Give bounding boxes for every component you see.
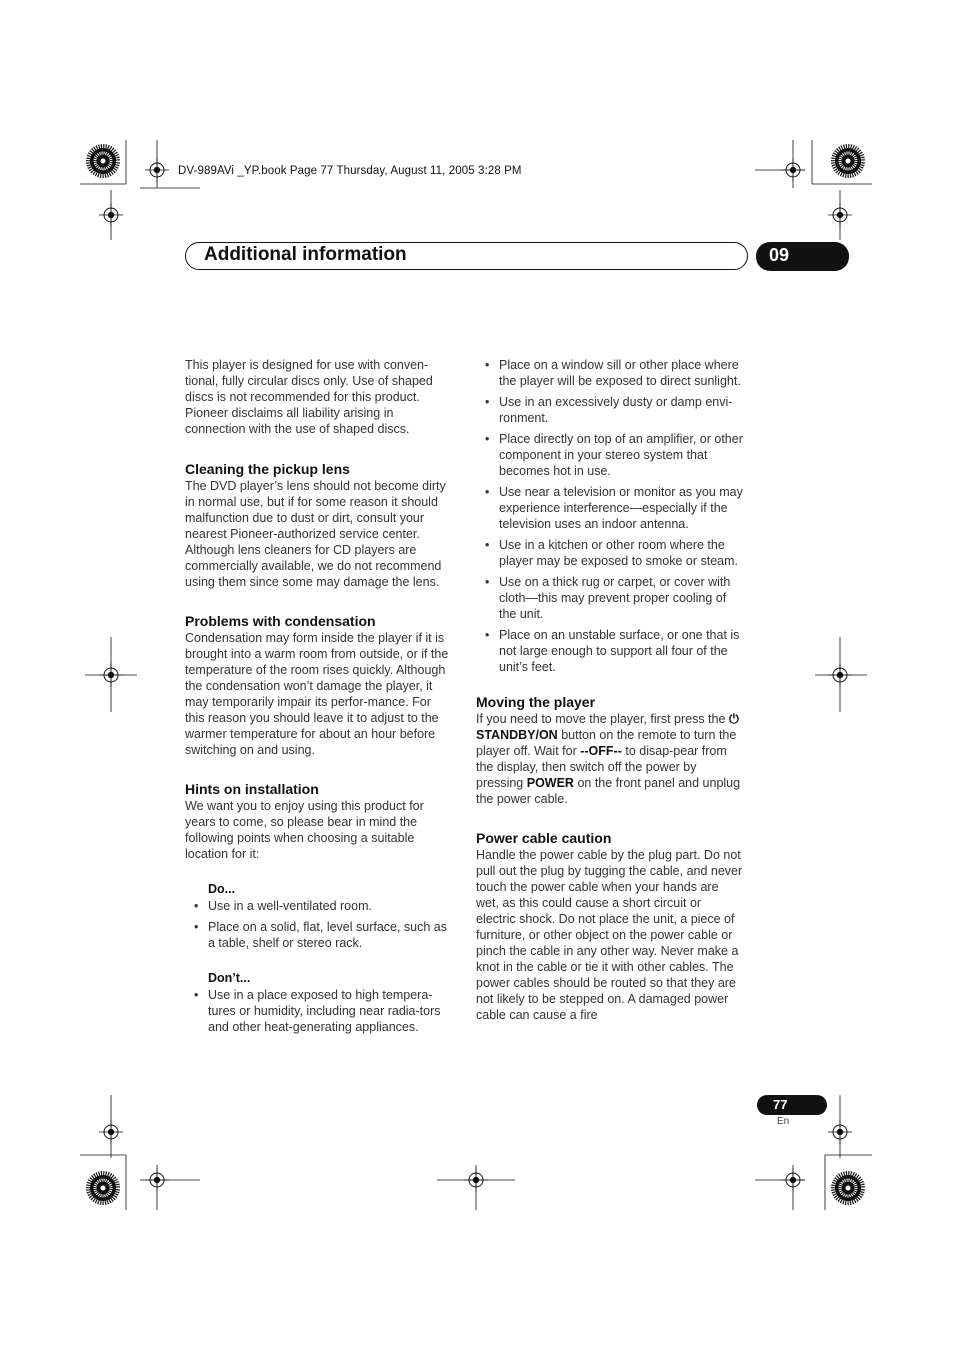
chapter-number: 09 xyxy=(769,245,790,265)
dont-list-right xyxy=(476,357,744,675)
do-list xyxy=(185,898,453,951)
color-wheel-mark-top-right xyxy=(831,144,865,178)
left-column xyxy=(185,357,453,1040)
page-number-badge xyxy=(757,1095,827,1115)
list-item: • Use on a thick rug or carpet, or cover with cloth—this may prevent proper cooling of the unit. xyxy=(476,574,744,622)
standby-button-name: STANDBY/ON xyxy=(476,728,558,742)
list-item: • Place on a window sill or other place where the player will be exposed to direct sunlight. xyxy=(476,357,744,389)
intro-paragraph: This player is designed for use with conven-tional, fully circular discs only. Use of shaped discs is not recommended for this product. Pioneer disclaims all liability arising in connection with the use of shaped discs. xyxy=(185,358,433,436)
page-number: 77 xyxy=(773,1097,788,1112)
condensation-paragraph: Condensation may form inside the player if it is brought into a warm room from outside, or if the temperature of the room rises quickly. Although the condensation won’t damage the player, it may temporarily impair its perfor-mance. For this reason you should leave it to adjust to the warmer temperature for about an hour before switching on and using. xyxy=(185,631,449,757)
list-item: • Use in a kitchen or other room where the player may be exposed to smoke or steam. xyxy=(476,537,744,569)
moving-text-4: on the front panel and unplug the power cable. xyxy=(476,776,741,806)
cable-heading: Power cable caution xyxy=(476,830,612,846)
cleaning-heading: Cleaning the pickup lens xyxy=(185,461,350,477)
moving-paragraph xyxy=(476,711,744,807)
hints-paragraph: We want you to enjoy using this product for years to come, so please bear in mind the following points when choosing a suitable location for it: xyxy=(185,799,424,861)
color-wheel-mark-bottom-left xyxy=(86,1171,120,1205)
list-item: • Use in a well-ventilated room. xyxy=(185,898,453,914)
hints-heading: Hints on installation xyxy=(185,781,319,797)
dont-list-left xyxy=(185,987,453,1035)
power-button-name: POWER xyxy=(526,776,574,790)
dont-label: Don’t... xyxy=(208,971,251,985)
color-wheel-mark-top-left xyxy=(86,144,120,178)
moving-text-3: to disap-pear from the display, then switch off the power by pressing xyxy=(476,744,727,790)
list-item: • Place on an unstable surface, or one that is not large enough to support all four of the unit’s feet. xyxy=(476,627,744,675)
page-language: En xyxy=(777,1116,790,1127)
off-display-text: --OFF-- xyxy=(580,744,622,758)
standby-icon: ⏻ xyxy=(728,712,739,726)
list-item: • Use in a place exposed to high tempera-tures or humidity, including near radia-tors and other heat-generating appliances. xyxy=(185,987,453,1035)
do-label: Do... xyxy=(208,882,236,896)
moving-heading: Moving the player xyxy=(476,694,596,710)
chapter-title: Additional information xyxy=(204,244,407,265)
list-item: • Use in an excessively dusty or damp envi-ronment. xyxy=(476,394,744,426)
moving-text-2: button on the remote to turn the player off. Wait for xyxy=(476,728,737,758)
color-wheel-mark-bottom-right xyxy=(831,1171,865,1205)
moving-text-1: If you need to move the player, first press the xyxy=(476,712,726,726)
chapter-number-badge xyxy=(756,242,849,271)
list-item: • Place directly on top of an amplifier, or other component in your stereo system that becomes hot in use. xyxy=(476,431,744,479)
book-file-line: DV-989AVi _YP.book Page 77 Thursday, August 11, 2005 3:28 PM xyxy=(178,165,522,177)
cleaning-paragraph: The DVD player’s lens should not become dirty in normal use, but if for some reason it should malfunction due to dust or dirt, consult your nearest Pioneer-authorized service center. Although lens cleaners for CD players are commercially available, we do not recommend using them since some may damage the lens. xyxy=(185,479,446,589)
condensation-heading: Problems with condensation xyxy=(185,613,376,629)
right-column xyxy=(476,357,744,1023)
list-item: • Use near a television or monitor as you may experience interference—especially if the television uses an indoor antenna. xyxy=(476,484,744,532)
cable-paragraph: Handle the power cable by the plug part. Do not pull out the plug by tugging the cable, and never touch the power cable when your hands are wet, as this could cause a short circuit or electric shock. Do not place the unit, a piece of furniture, or other object on the power cable or pinch the cable in any other way. Never make a knot in the cable or tie it with other cables. The power cables should be routed so that they are not likely to be stepped on. A damaged power cable can cause a fire xyxy=(476,848,743,1022)
list-item: • Place on a solid, flat, level surface, such as a table, shelf or stereo rack. xyxy=(185,919,453,951)
